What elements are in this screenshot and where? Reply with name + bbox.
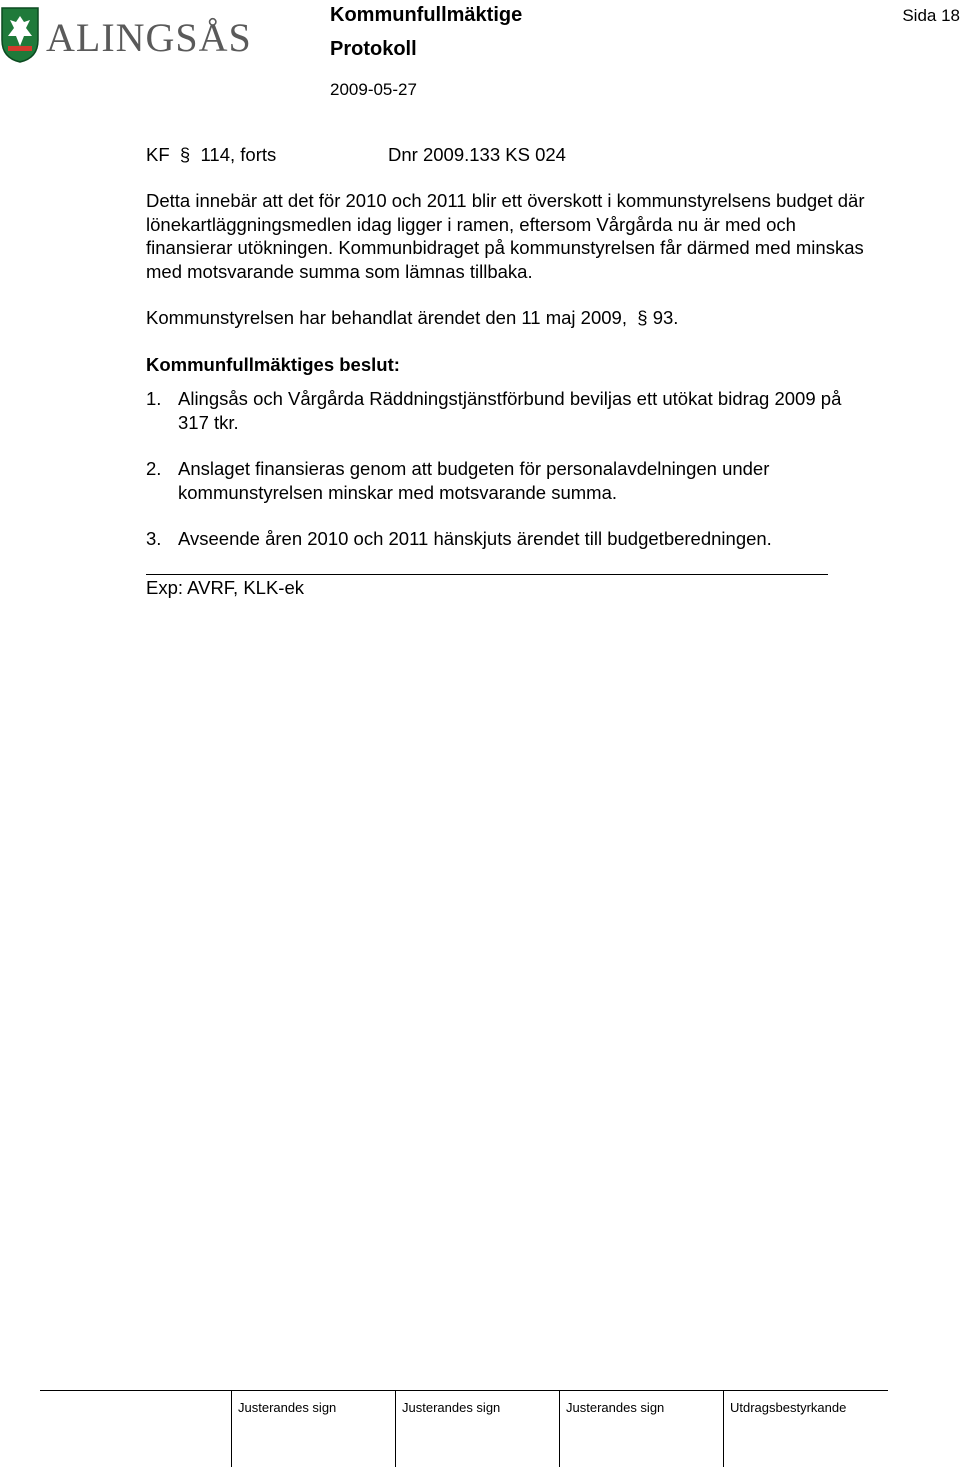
section-sign-icon: § (632, 307, 653, 328)
decision-item: 1. Alingsås och Vårgårda Räddningstjänstförbund beviljas ett utökat bidrag 2009 på 317 tkr. (146, 388, 842, 433)
case-label: KF (146, 144, 170, 165)
expedition-note: Exp: AVRF, KLK-ek (146, 576, 304, 598)
signature-box: Justerandes sign (395, 1390, 560, 1467)
municipality-logo (0, 6, 260, 64)
svg-text:ALINGSÅS: ALINGSÅS (46, 15, 252, 60)
case-number: 114, forts (200, 144, 277, 165)
document-subtitle: Protokoll (330, 38, 417, 60)
case-reference (146, 143, 876, 166)
decision-list (146, 387, 876, 551)
divider (146, 574, 828, 575)
section-sign-icon: § (174, 144, 196, 165)
document-title: Kommunfullmäktige (330, 4, 523, 26)
decision-item: 2. Anslaget finansieras genom att budgeten för personalavdelningen under kommunstyrelsen minskar med motsvarande summa. (146, 458, 770, 503)
certification-box: Utdragsbestyrkande (723, 1390, 889, 1467)
dnr-reference: Dnr 2009.133 KS 024 (388, 144, 566, 165)
paragraph: Detta innebär att det för 2010 och 2011 blir ett överskott i kommunstyrelsens budget där lönekartläggningsmedlen idag ligger i ramen, eftersom Vårgårda nu är med och finansierar utökningen. Kommunbidraget på kommunstyrelsen får därmed med minskas med motsvarande summa som lämnas tillbaka. (146, 190, 865, 282)
meeting-date: 2009-05-27 (330, 80, 417, 99)
decision-heading: Kommunfullmäktiges beslut: (146, 353, 400, 375)
coat-of-arms-icon (0, 6, 260, 64)
signature-box: Justerandes sign (231, 1390, 396, 1467)
protocol-content (146, 143, 876, 599)
signature-footer (40, 1390, 888, 1467)
signature-box: Justerandes sign (559, 1390, 724, 1467)
paragraph: Kommunstyrelsen har behandlat ärendet den 11 maj 2009, § 93. (146, 307, 679, 328)
page-number: Sida 18 (902, 6, 960, 25)
decision-item: 3. Avseende åren 2010 och 2011 hänskjuts ärendet till budgetberedningen. (146, 528, 772, 549)
